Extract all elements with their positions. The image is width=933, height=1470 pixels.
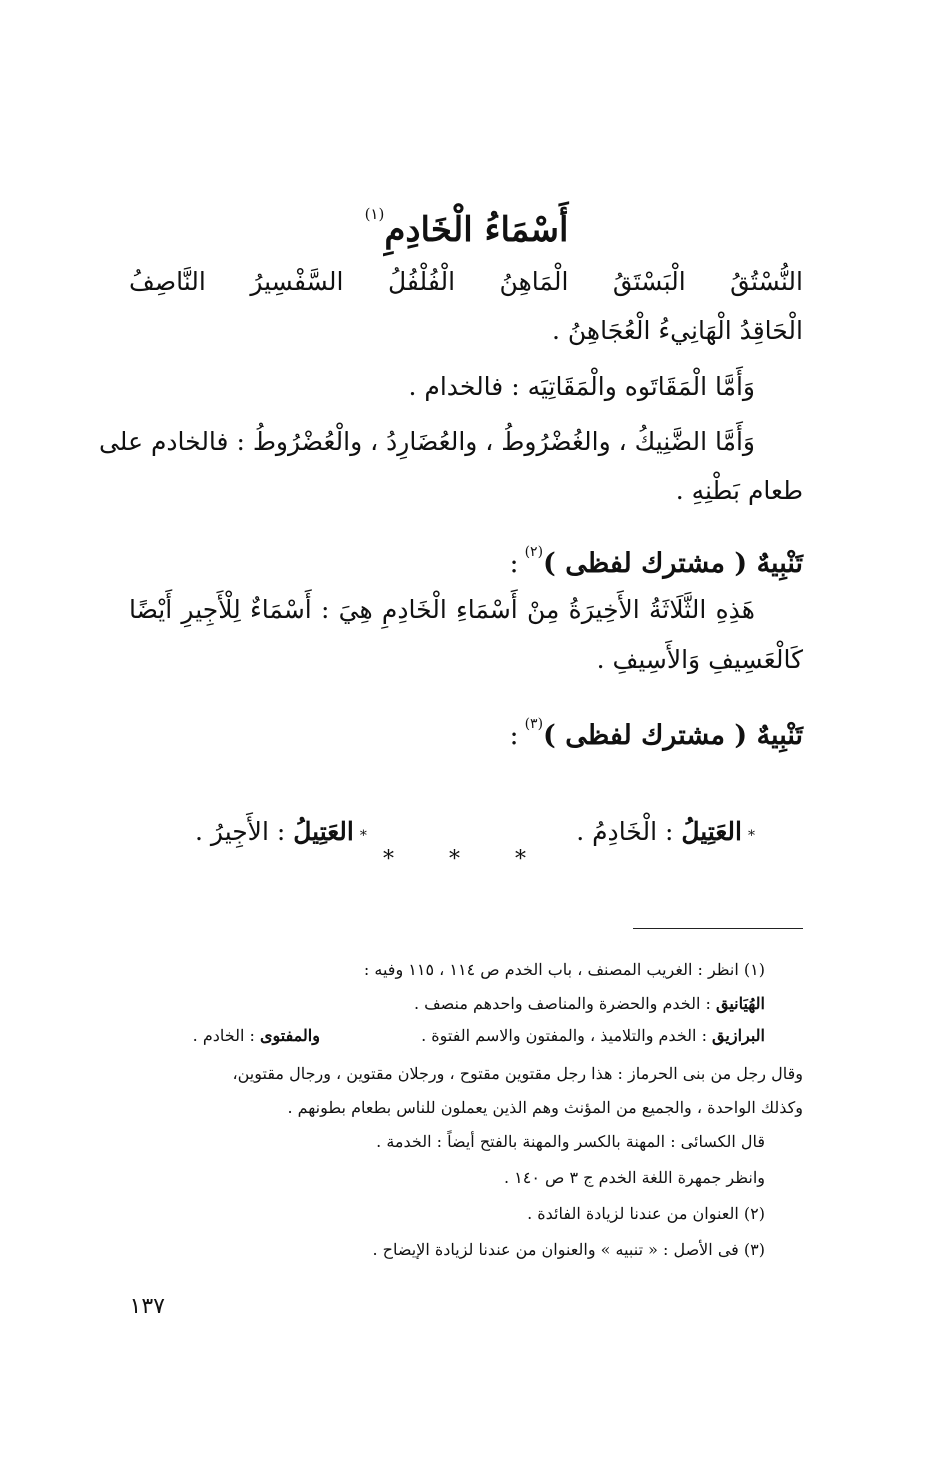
footnote-divider: [633, 928, 803, 929]
notice-heading-2-colon: :: [509, 720, 519, 751]
chapter-title: [0, 188, 933, 256]
notice-2-item-1-def: : الْخَادِمُ .: [576, 817, 674, 846]
notice-1-line-2: كَالْعَسِيفِ وَالأَسِيفِ .: [596, 645, 803, 674]
section-separator-stars: * * *: [383, 847, 550, 872]
footnote-1-term-1: الهُيَانيق: [715, 994, 765, 1013]
footnote-1-def-2: : الخدم والتلاميذ ، والمفتون والاسم الفتوة .: [421, 1026, 707, 1045]
word-list-line-1: النُّسْتُقُ الْبَسْتَقُ الْمَاهِنُ الْفُلْفُلُ السَّفْسِيرُ النَّاصِفُ: [129, 267, 803, 296]
footnote-1-line-3: [125, 1022, 765, 1050]
footnote-1-sub-entry: [193, 1026, 320, 1045]
page-number: ١٣٧: [129, 1294, 165, 1319]
star-bullet-icon: *: [748, 828, 755, 844]
footnote-1-term-2: البرازيق: [712, 1026, 765, 1045]
chapter-title-text: أَسْمَاءُ الْخَادِمِ: [384, 210, 569, 250]
footnote-2: (٢) العنوان من عندنا لزيادة الفائدة .: [527, 1204, 765, 1223]
notice-heading-2: [129, 700, 803, 760]
footnote-1-term-3: والمفتوى: [259, 1026, 320, 1045]
notice-2-item-1-term: العَتِيلُ: [681, 817, 742, 846]
footnote-1-def-1: : الخدم والحضرة والمناصف واحدهم منصف .: [413, 994, 711, 1013]
footnote-1-line-5: وكذلك الواحدة ، والجميع من المؤنث وهم الذين يعملون للناس بطعام بطونهم .: [287, 1098, 803, 1117]
footnote-1-line-4: وقال رجل من بنى الحرماز : هذا رجل مقتوين مقتوح ، ورجلان مقتوين ، ورجال مقتوين،: [232, 1064, 803, 1083]
notice-heading-1-colon: :: [509, 548, 519, 579]
footnote-1-line-2: [125, 990, 765, 1018]
notice-heading-1-note-ref: (٢): [524, 544, 544, 560]
notice-1-line-1: هَذِهِ الثَّلَاثَةُ الأَخِيرَةُ مِنْ أَسْمَاءِ الْخَادِمِ هِيَ : أَسْمَاءٌ لِلْأَجِيرِ أَيْضًا: [129, 595, 755, 624]
notice-heading-1-text: تَنْبِيهٌ ( مشترك لفظى ): [543, 548, 803, 579]
paragraph-maqatawh: وَأَمَّا الْمَقَاتَوه والْمَقَاتِيَه : فالخدام .: [408, 372, 755, 401]
notice-heading-2-text: تَنْبِيهٌ ( مشترك لفظى ): [543, 720, 803, 751]
footnote-3: (٣) فى الأصل : « تنبيه » والعنوان من عندنا لزيادة الإيضاح .: [372, 1240, 765, 1259]
notice-heading-1: [129, 528, 803, 588]
word-list-line-2: الْحَاقِدُ الْهَانِيءُ الْعُجَاهِنُ .: [551, 316, 803, 345]
paragraph-daneek-line-1: وَأَمَّا الضَّنِيكُ ، والغُضْرُوطُ ، والعُضَارِدُ ، والْعُضْرُوطُ : فالخادم على: [98, 427, 755, 456]
footnote-1-line-7: وانظر جمهرة اللغة الخدم ج ٣ ص ١٤٠ .: [504, 1168, 765, 1187]
notice-2-item-2-term: العَتِيلُ: [293, 817, 354, 846]
footnote-1-line-6: قال الكسائى : المهنة بالكسر والمهنة بالفتح أيضاً : الخدمة .: [376, 1132, 765, 1151]
notice-heading-2-note-ref: (٣): [524, 716, 544, 732]
paragraph-daneek-line-2: طعام بَطْنِهِ .: [675, 476, 803, 505]
star-bullet-icon: *: [359, 828, 367, 844]
footnote-1-line-1: (١) انظر : الغريب المصنف ، باب الخدم ص ١١٤ ، ١١٥ وفيه :: [363, 960, 765, 979]
chapter-title-note-ref: (١): [364, 205, 385, 223]
footnote-1-def-3: : الخادم .: [192, 1026, 255, 1045]
notice-2-item-2-def: : الأَجِيرُ .: [195, 817, 286, 846]
